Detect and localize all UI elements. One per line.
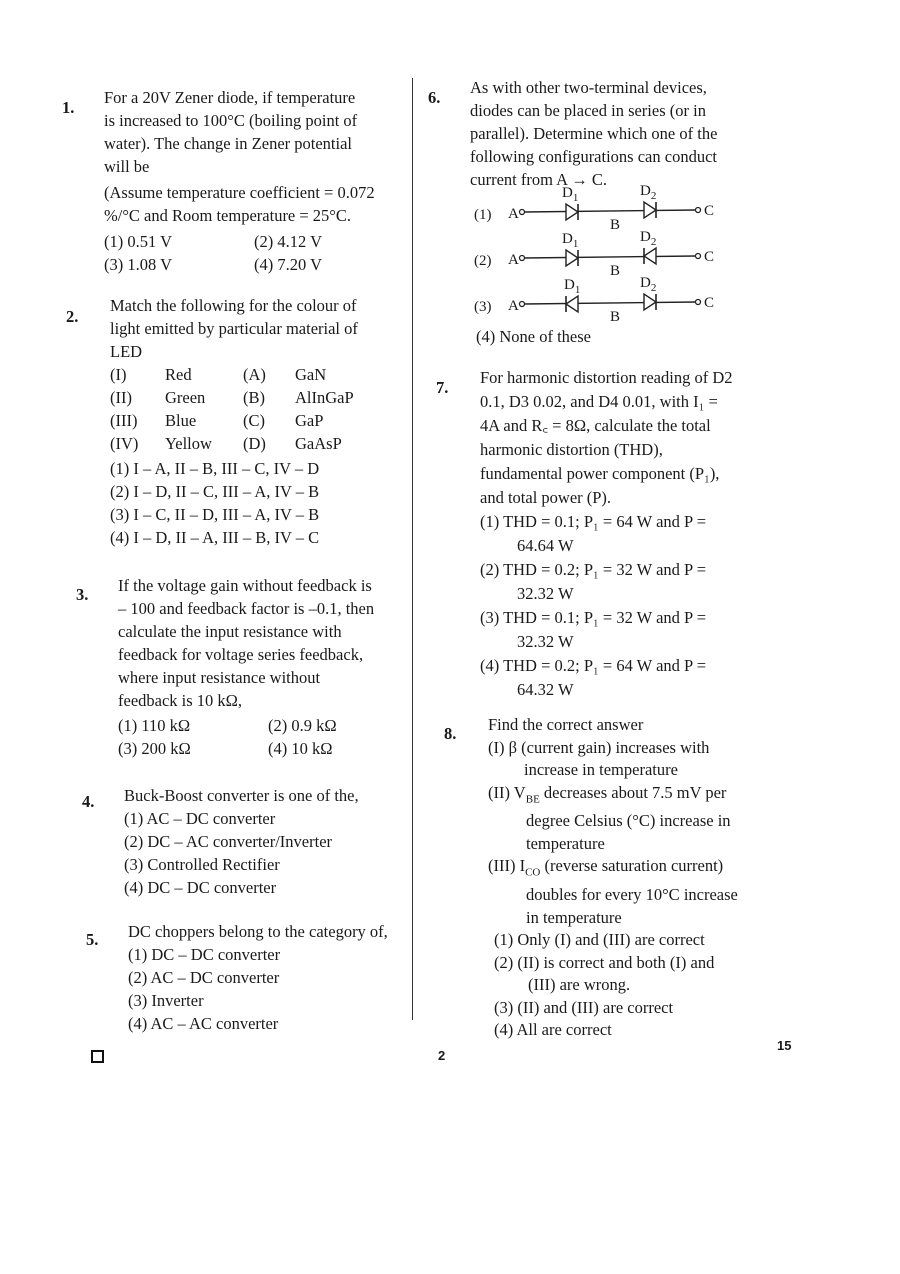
q6-line: As with other two-terminal devices,: [470, 78, 707, 97]
page-number-left: 2: [438, 1048, 446, 1063]
q7-option-3-cont: 32.32 W: [517, 632, 574, 651]
circuit-option-2[interactable]: [474, 229, 734, 279]
q3-line: calculate the input resistance with: [118, 622, 342, 641]
q8-option-2[interactable]: (2) (II) is correct and both (I) and: [494, 952, 715, 972]
q7-option-4-cont: 64.32 W: [517, 680, 574, 699]
question-3: [118, 574, 410, 760]
q6-option-3: (3): [474, 299, 492, 315]
question-4-number: 4.: [82, 792, 95, 811]
question-6-number: 6.: [428, 88, 441, 107]
circuit-1-wire: [474, 184, 734, 230]
q3-line: feedback is 10 kΩ,: [118, 691, 243, 710]
q1-line: %/°C and Room temperature = 25°C.: [104, 206, 352, 225]
question-2: [110, 294, 405, 549]
q1-line: water). The change in Zener potential: [104, 134, 352, 153]
q8-option-2-cont: (III) are wrong.: [528, 975, 631, 995]
q2-option-1[interactable]: (1) I – A, II – B, III – C, IV – D: [110, 459, 320, 478]
q2-line: LED: [110, 342, 143, 361]
q2-line: light emitted by particular material of: [110, 319, 358, 338]
match-row: (III) Blue (C) GaP: [110, 411, 324, 430]
terminal-c-label: C: [704, 295, 715, 311]
q2-option-3[interactable]: (3) I – C, II – D, III – A, IV – B: [110, 505, 320, 524]
q1-line: will be: [104, 157, 150, 176]
page-number-right: 15: [777, 1038, 792, 1053]
question-8: [488, 714, 778, 1042]
terminal-c-label: C: [704, 249, 715, 265]
circuit-3-wire: [474, 276, 734, 322]
q8-option-3[interactable]: (3) (II) and (III) are correct: [494, 997, 674, 1017]
match-row: (IV) Yellow (D) GaAsP: [110, 434, 342, 453]
terminal-a-label: A: [508, 252, 519, 268]
q1-line: is increased to 100°C (boiling point of: [104, 111, 358, 130]
q3-line: feedback for voltage series feedback,: [118, 645, 364, 664]
q8-statement-2-cont: degree Celsius (°C) increase in: [526, 811, 731, 831]
diode-reverse-icon: [566, 296, 578, 312]
terminal-a-label: A: [508, 298, 519, 314]
q5-option-4[interactable]: (4) AC – AC converter: [128, 1014, 279, 1033]
q6-option-1: (1): [474, 207, 492, 223]
question-8-number: 8.: [444, 724, 457, 743]
q7-option-4[interactable]: (4) THD = 0.2; P₁ = 64 W and P =: [480, 656, 707, 675]
d1-label: $D_1$: [564, 277, 581, 296]
q3-line: If the voltage gain without feedback is: [118, 576, 372, 595]
q7-line: fundamental power component (P₁),: [480, 464, 720, 483]
q6-line: parallel). Determine which one of the: [470, 124, 718, 143]
q4-option-2[interactable]: (2) DC – AC converter/Inverter: [124, 832, 333, 851]
q1-line: (Assume temperature coefficient = 0.072: [104, 183, 375, 202]
q8-statement-3-cont: doubles for every 10°C increase: [526, 885, 738, 905]
q3-line: – 100 and feedback factor is –0.1, then: [118, 599, 375, 618]
terminal-c-label: C: [704, 203, 715, 219]
d2-label: $D_2$: [640, 183, 657, 202]
q8-statement-3-cont: in temperature: [526, 907, 622, 927]
q2-line: Match the following for the colour of: [110, 296, 357, 315]
q6-line: current from A → C.: [470, 170, 608, 189]
q1-option-4[interactable]: (4) 7.20 V: [254, 255, 322, 274]
match-row: (I) Red (A) GaN: [110, 365, 327, 384]
q6-option-4[interactable]: (4) None of these: [476, 327, 592, 346]
question-7-number: 7.: [436, 378, 449, 397]
d2-label: $D_2$: [640, 229, 657, 248]
question-4: [124, 784, 409, 899]
node-b-label: B: [610, 217, 621, 233]
q5-line: DC choppers belong to the category of,: [128, 922, 388, 941]
q7-option-3[interactable]: (3) THD = 0.1; P₁ = 32 W and P =: [480, 608, 707, 627]
question-5-number: 5.: [86, 930, 99, 949]
node-b-label: B: [610, 263, 621, 279]
q7-option-1[interactable]: (1) THD = 0.1; P₁ = 64 W and P =: [480, 512, 707, 531]
q8-statement-1: (I) β (current gain) increases with: [488, 737, 710, 757]
q5-option-1[interactable]: (1) DC – DC converter: [128, 945, 281, 964]
q8-statement-2: (II) $V_{BE}$ decreases about 7.5 mV per: [488, 782, 727, 805]
circuit-option-3[interactable]: [474, 275, 734, 325]
diode-forward-icon: [644, 202, 656, 218]
q8-statement-1-cont: increase in temperature: [524, 760, 678, 779]
q7-option-1-cont: 64.64 W: [517, 536, 574, 555]
q3-option-4[interactable]: (4) 10 kΩ: [268, 739, 333, 758]
node-b-label: B: [610, 309, 621, 325]
q3-option-2[interactable]: (2) 0.9 kΩ: [268, 716, 337, 735]
question-6: [470, 76, 770, 191]
terminal-a-label: A: [508, 206, 519, 222]
circuit-2-wire: [474, 230, 734, 276]
d1-label: $D_1$: [562, 231, 579, 250]
question-1-number: 1.: [62, 98, 75, 117]
q8-option-4[interactable]: (4) All are correct: [494, 1020, 612, 1040]
q3-option-1[interactable]: (1) 110 kΩ: [118, 716, 191, 735]
d2-label: $D_2$: [640, 275, 657, 294]
q8-option-1[interactable]: (1) Only (I) and (III) are correct: [494, 930, 705, 950]
match-row: (II) Green (B) AlInGaP: [110, 388, 354, 407]
q6-line: diodes can be placed in series (or in: [470, 101, 706, 120]
q6-option-2: (2): [474, 253, 492, 269]
q7-line: 0.1, D3 0.02, and D4 0.01, with I₁ =: [480, 392, 718, 411]
q8-statement-3: (III) $I_{CO}$ (reverse saturation current): [488, 856, 724, 879]
diode-reverse-icon: [644, 248, 656, 264]
q7-line: For harmonic distortion reading of D2: [480, 368, 733, 387]
q2-option-2[interactable]: (2) I – D, II – C, III – A, IV – B: [110, 482, 320, 501]
diode-forward-icon: [566, 204, 578, 220]
question-1: [104, 86, 404, 276]
column-divider: [412, 78, 413, 1020]
square-marker-icon: [91, 1050, 104, 1063]
q3-option-3[interactable]: (3) 200 kΩ: [118, 739, 191, 758]
q6-line: following configurations can conduct: [470, 147, 717, 166]
q7-line: and total power (P).: [480, 488, 612, 507]
diode-forward-icon: [566, 250, 578, 266]
q8-statement-2-cont: temperature: [526, 833, 605, 853]
q2-option-4[interactable]: (4) I – D, II – A, III – B, IV – C: [110, 528, 320, 547]
q7-option-2-cont: 32.32 W: [517, 584, 574, 603]
q1-option-2[interactable]: (2) 4.12 V: [254, 232, 322, 251]
question-2-number: 2.: [66, 307, 79, 326]
d1-label: $D_1$: [562, 185, 579, 204]
q1-option-1[interactable]: (1) 0.51 V: [104, 232, 172, 251]
q4-line: Buck-Boost converter is one of the,: [124, 786, 359, 805]
question-3-number: 3.: [76, 585, 89, 604]
q5-option-2[interactable]: (2) AC – DC converter: [128, 968, 280, 987]
q4-option-1[interactable]: (1) AC – DC converter: [124, 809, 276, 828]
q1-line: For a 20V Zener diode, if temperature: [104, 88, 356, 107]
circuit-option-1[interactable]: [474, 183, 734, 233]
q8-line: Find the correct answer: [488, 715, 644, 734]
q7-line: 4A and R꜀ = 8Ω, calculate the total: [480, 416, 711, 435]
q5-option-3[interactable]: (3) Inverter: [128, 991, 204, 1010]
question-5: [128, 920, 413, 1035]
q1-option-3[interactable]: (3) 1.08 V: [104, 255, 172, 274]
q3-line: where input resistance without: [118, 668, 321, 687]
question-7: [480, 366, 770, 702]
q4-option-3[interactable]: (3) Controlled Rectifier: [124, 855, 280, 874]
q4-option-4[interactable]: (4) DC – DC converter: [124, 878, 277, 897]
q7-line: harmonic distortion (THD),: [480, 440, 663, 459]
diode-forward-icon: [644, 294, 656, 310]
q7-option-2[interactable]: (2) THD = 0.2; P₁ = 32 W and P =: [480, 560, 707, 579]
